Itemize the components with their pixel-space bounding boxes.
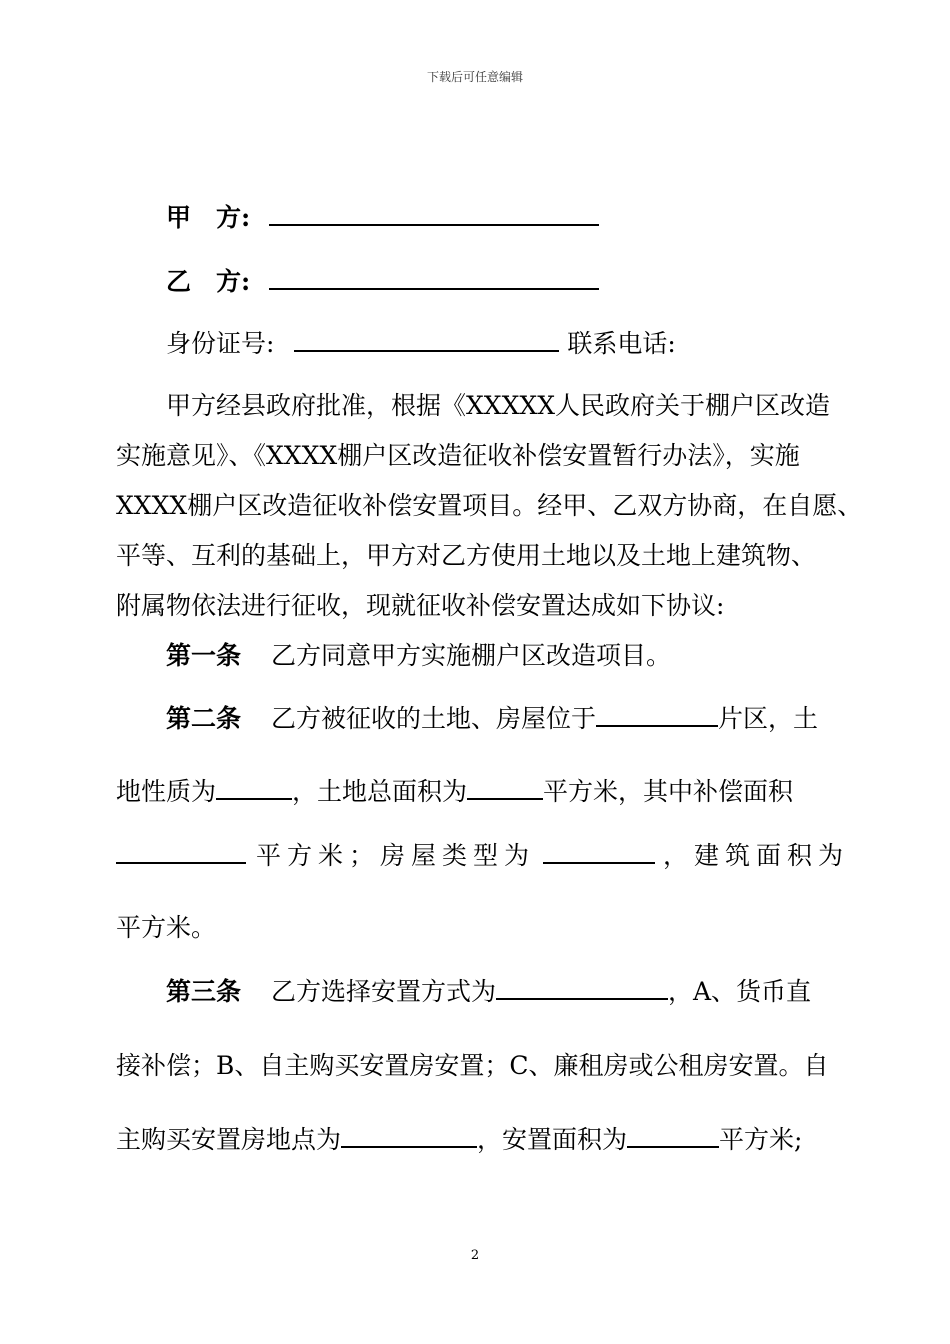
phone-label: 联系电话: (567, 329, 676, 358)
article-3-line-1 (166, 976, 811, 1008)
page-number: 2 (470, 1248, 480, 1263)
party-b-label: 乙 方: (166, 267, 251, 296)
article-3-line-3 (116, 1124, 802, 1156)
article-3-text-3a: 主购买安置房地点为 (116, 1125, 342, 1154)
party-a-line (166, 202, 599, 234)
intro-line-4: 平等、互利的基础上，甲方对乙方使用土地以及土地上建筑物、 (116, 541, 817, 570)
intro-line-3: XXXX棚户区改造征收补偿安置项目。经甲、乙双方协商，在自愿、 (116, 491, 863, 520)
article-2-text-2b: ，土地总面积为 (292, 777, 468, 806)
comp-area-blank (116, 840, 246, 864)
article-2-text-1b: 片区，土 (717, 704, 818, 733)
article-3-text-1a: 乙方选择安置方式为 (270, 977, 496, 1006)
resettlement-method-blank (496, 976, 668, 1000)
land-area-blank (467, 776, 543, 800)
resettlement-area-blank (627, 1124, 719, 1148)
party-a-label: 甲 方: (166, 203, 251, 232)
article-2-text-3a: 平方米；房屋类型为 (256, 841, 536, 870)
article-1 (166, 640, 671, 672)
house-type-blank (543, 840, 655, 864)
article-2-text-2c: 平方米，其中补偿面积 (543, 777, 794, 806)
article-3-text-3b: ，安置面积为 (477, 1125, 628, 1154)
article-2-label: 第二条 (166, 704, 242, 733)
article-2-text-1a: 乙方被征收的土地、房屋位于 (270, 704, 596, 733)
id-blank (294, 328, 559, 352)
article-1-text: 乙方同意甲方实施棚户区改造项目。 (270, 641, 671, 670)
article-3-text-1b: ，A、货币直 (667, 977, 812, 1006)
article-2-text-2a: 地性质为 (116, 777, 217, 806)
intro-line-1: 甲方经县政府批准，根据《XXXXX人民政府关于棚户区改造 (166, 391, 830, 420)
article-1-label: 第一条 (166, 641, 242, 670)
purchase-location-blank (341, 1124, 477, 1148)
intro-line-5: 附属物依法进行征收，现就征收补偿安置达成如下协议: (116, 591, 725, 620)
page-header: 下载后可任意编辑 (426, 70, 523, 84)
article-3-label: 第三条 (166, 977, 242, 1006)
article-3-text-3c: 平方米; (719, 1125, 803, 1154)
party-b-blank (269, 266, 599, 290)
intro-line-2: 实施意见》、《XXXX棚户区改造征收补偿安置暂行办法》，实施 (116, 441, 800, 470)
party-a-blank (269, 202, 599, 226)
article-2-line-4: 平方米。 (116, 913, 217, 942)
article-3-line-2: 接补偿；B、自主购买安置房安置；C、廉租房或公租房安置。自 (116, 1051, 829, 1080)
id-label: 身份证号: (166, 329, 275, 358)
location-blank (596, 703, 718, 727)
article-2-line-1 (166, 703, 818, 735)
party-b-line (166, 266, 599, 298)
article-2-line-3 (116, 840, 850, 872)
land-nature-blank (216, 776, 292, 800)
article-2-line-2 (116, 776, 793, 808)
article-2-text-3b: ，建筑面积为 (663, 841, 850, 870)
id-phone-line (166, 328, 676, 360)
